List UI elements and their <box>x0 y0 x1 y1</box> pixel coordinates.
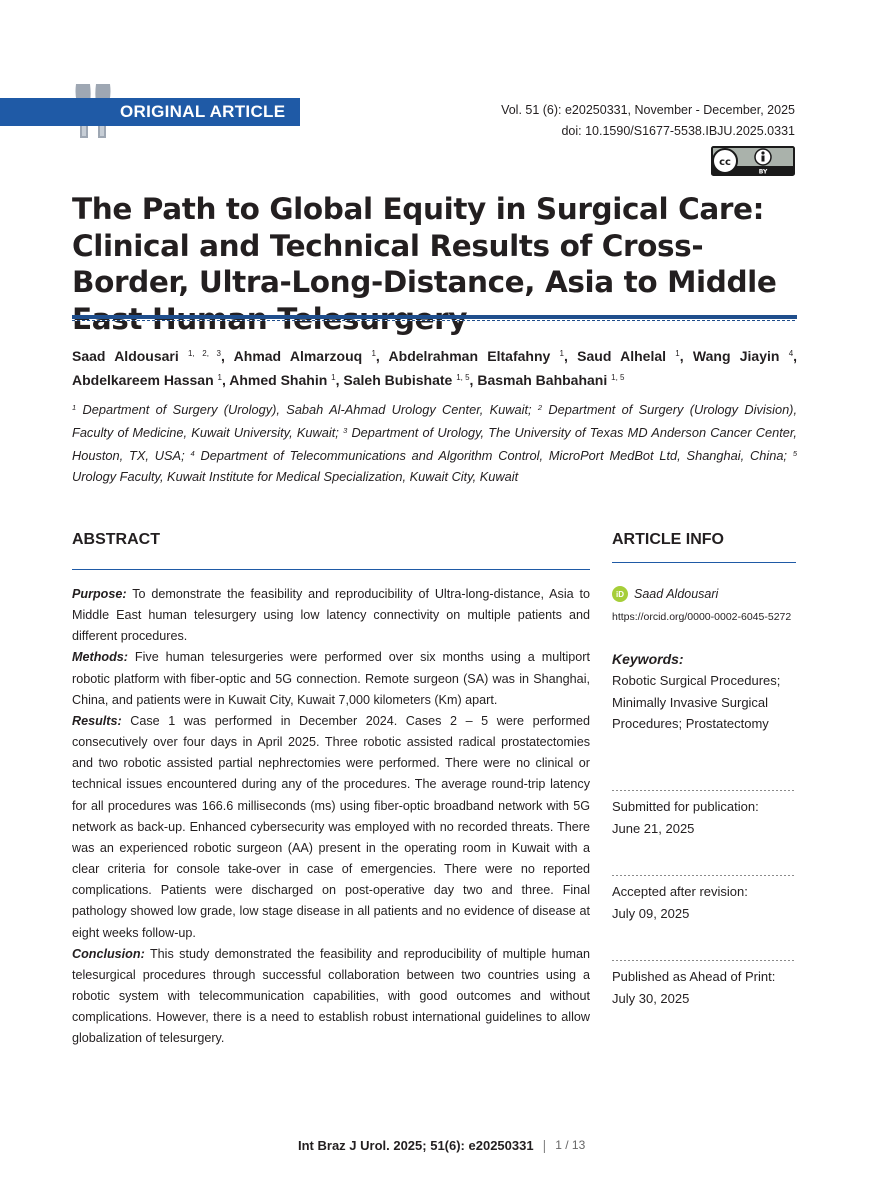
footer-separator: | <box>542 1137 547 1153</box>
author-name: Abdelkareem Hassan <box>72 372 214 388</box>
divider <box>612 790 796 791</box>
article-info-heading: ARTICLE INFO <box>612 531 724 548</box>
purpose-label: Purpose: <box>72 587 127 601</box>
results-label: Results: <box>72 713 122 728</box>
keywords-text: Robotic Surgical Procedures; Minimally Invasive Surgical Procedures; Prostatectomy <box>612 673 781 731</box>
cc-by-icon[interactable] <box>711 146 795 176</box>
accepted-label: Accepted after revision: <box>612 884 748 899</box>
doi-link[interactable]: doi: 10.1590/S1677-5538.IBJU.2025.0331 <box>561 124 795 138</box>
author-name: Saleh Bubishate <box>343 372 453 388</box>
page-number: 1 / 13 <box>555 1138 586 1152</box>
author-name: Saad Aldousari <box>72 348 179 364</box>
divider <box>612 960 796 961</box>
abstract-body <box>72 584 590 1049</box>
orcid-row[interactable] <box>612 586 718 602</box>
orcid-icon: iD <box>612 586 628 602</box>
affiliations: $^1$ Department of Surgery (Urology), Sabah Al-Ahmad Urology Center, Kuwait; $^2$ Department of Surgery (Urology Division), Faculty of Medicine, Kuwait University, Kuwait; $^3$ Department of Urology, The University of Texas MD Anderson Cancer Center, Houston, TX, USA; $^4$ Department of Telecommunications and Algorithm Control, MicroPort MedBot Ltd, Shanghai, China; $^5$ Urology Faculty, Kuwait Institute for Medical Specialization, Kuwait City, Kuwait <box>72 402 798 484</box>
section-label: ORIGINAL ARTICLE <box>120 102 286 121</box>
article-title: The Path to Global Equity in Surgical Care: Clinical and Technical Results of Cross-Border, Ultra-Long-Distance, Asia to Middle <box>72 192 777 299</box>
abstract-heading: ABSTRACT <box>72 531 160 548</box>
orcid-link[interactable]: https://orcid.org/0000-0002-6045-5272 <box>612 611 792 623</box>
journal-citation: Int Braz J Urol. 2025; 51(6): e20250331 <box>298 1137 534 1153</box>
methods-label: Methods: <box>72 650 128 665</box>
volume-info: Vol. 51 (6): e20250331, November - December, 2025 <box>501 103 795 117</box>
abstract-rule <box>72 569 590 570</box>
author-name: Basmah Bahbahani <box>477 372 608 388</box>
orcid-name: Saad Aldousari <box>634 587 719 601</box>
divider <box>612 875 796 876</box>
affiliation: Department of Telecommunications and Algorithm Control, MicroPort MedBot Ltd, Shanghai, China; <box>200 448 787 463</box>
license-text: BY <box>758 168 768 176</box>
submitted-date: June 21, 2025 <box>612 821 695 836</box>
affiliation: Urology Faculty, Kuwait Institute for Medical Specialization, Kuwait City, Kuwait <box>72 469 519 484</box>
author-name: Abdelrahman Eltafahny <box>388 348 551 364</box>
affiliation: Department of Urology, The University of Texas MD Anderson Cancer Center, Houston, TX, USA; <box>72 425 797 463</box>
affiliation: Department of Surgery (Urology Division), Faculty of Medicine, Kuwait University, Kuwait; <box>72 402 798 440</box>
published-label: Published as Ahead of Print: <box>612 969 776 984</box>
author-name: Saud Alhelal <box>577 348 667 364</box>
purpose-text: To demonstrate the feasibility and reproducibility of Ultra-long-distance, Asia to Middle East human telesurgery using low latency connectivity on multiple patients and different procedures. <box>72 587 590 644</box>
conclusion-label: Conclusion: <box>72 946 145 961</box>
methods-text: Five human telesurgeries were performed over six months using a multiport robotic platform with fiber-optic and 5G connection. Remote surgeon (SA) was in Shanghai, China, and patients were in Kuwait City, Kuwait 7,000 kilometers (Km) apart. <box>72 650 590 707</box>
conclusion-text: This study demonstrated the feasibility and reproducibility of multiple human telesurgical procedures through successful collaboration between two countries using a robotic system with telecommunication capabilities, with good outcomes and without complications. However, there is a need to establish robust international guidelines to allow globalization of telesurgery. <box>72 946 590 1046</box>
author-list: Saad Aldousari $^{1, 2, 3}$, Ahmad Almarzouq $^1$, Abdelrahman Eltafahny $^1$, Saud Alhelal $^1$, Wang Jiayin $^4$, Abdelkareem Hassan $^1$, Ahmed Shahin $^1$, Saleh Bubishate $^{1, 5}$, Basmah Bahbahani $^{1, 5}$ <box>72 348 798 388</box>
affiliation: Department of Surgery (Urology), Sabah Al-Ahmad Urology Center, Kuwait; <box>82 402 532 417</box>
title-rule-dotted <box>72 320 797 321</box>
author-name: Wang Jiayin <box>692 348 780 364</box>
results-text: Case 1 was performed in December 2024. Cases 2 – 5 were performed consecutively over four days in April 2025. Three robotic assisted radical prostatectomies and two robotic assisted partial nephrectomies were performed. There were no clinical or technical issues encountered during any of the procedures. The average round-trip latency for all procedures was 166.6 milliseconds (ms) using fiber-optic broadband network with 5G network as back-up. Enhanced cybersecurity was employed with no recorded threats. There was an experienced robotic surgeon (AA) present in the operating room in Kuwait with a clear criteria for console take-over in case of emergencies. There were no reported complications. Patients were discharged on post-operative day two and three. Final pathology showed low grade, low stage disease in all patients and no evidence of disease at eight weeks follow-up. <box>72 713 590 940</box>
page-footer <box>298 1137 585 1153</box>
author-name: Ahmed Shahin <box>229 372 328 388</box>
published-date: July 30, 2025 <box>612 991 690 1006</box>
submitted-label: Submitted for publication: <box>612 799 759 814</box>
keywords-label: Keywords: <box>612 651 684 667</box>
title-rule <box>72 315 797 319</box>
author-name: Ahmad Almarzouq <box>233 348 363 364</box>
accepted-date: July 09, 2025 <box>612 906 690 921</box>
article-info-rule <box>612 562 796 563</box>
svg-text:cc: cc <box>719 157 731 168</box>
